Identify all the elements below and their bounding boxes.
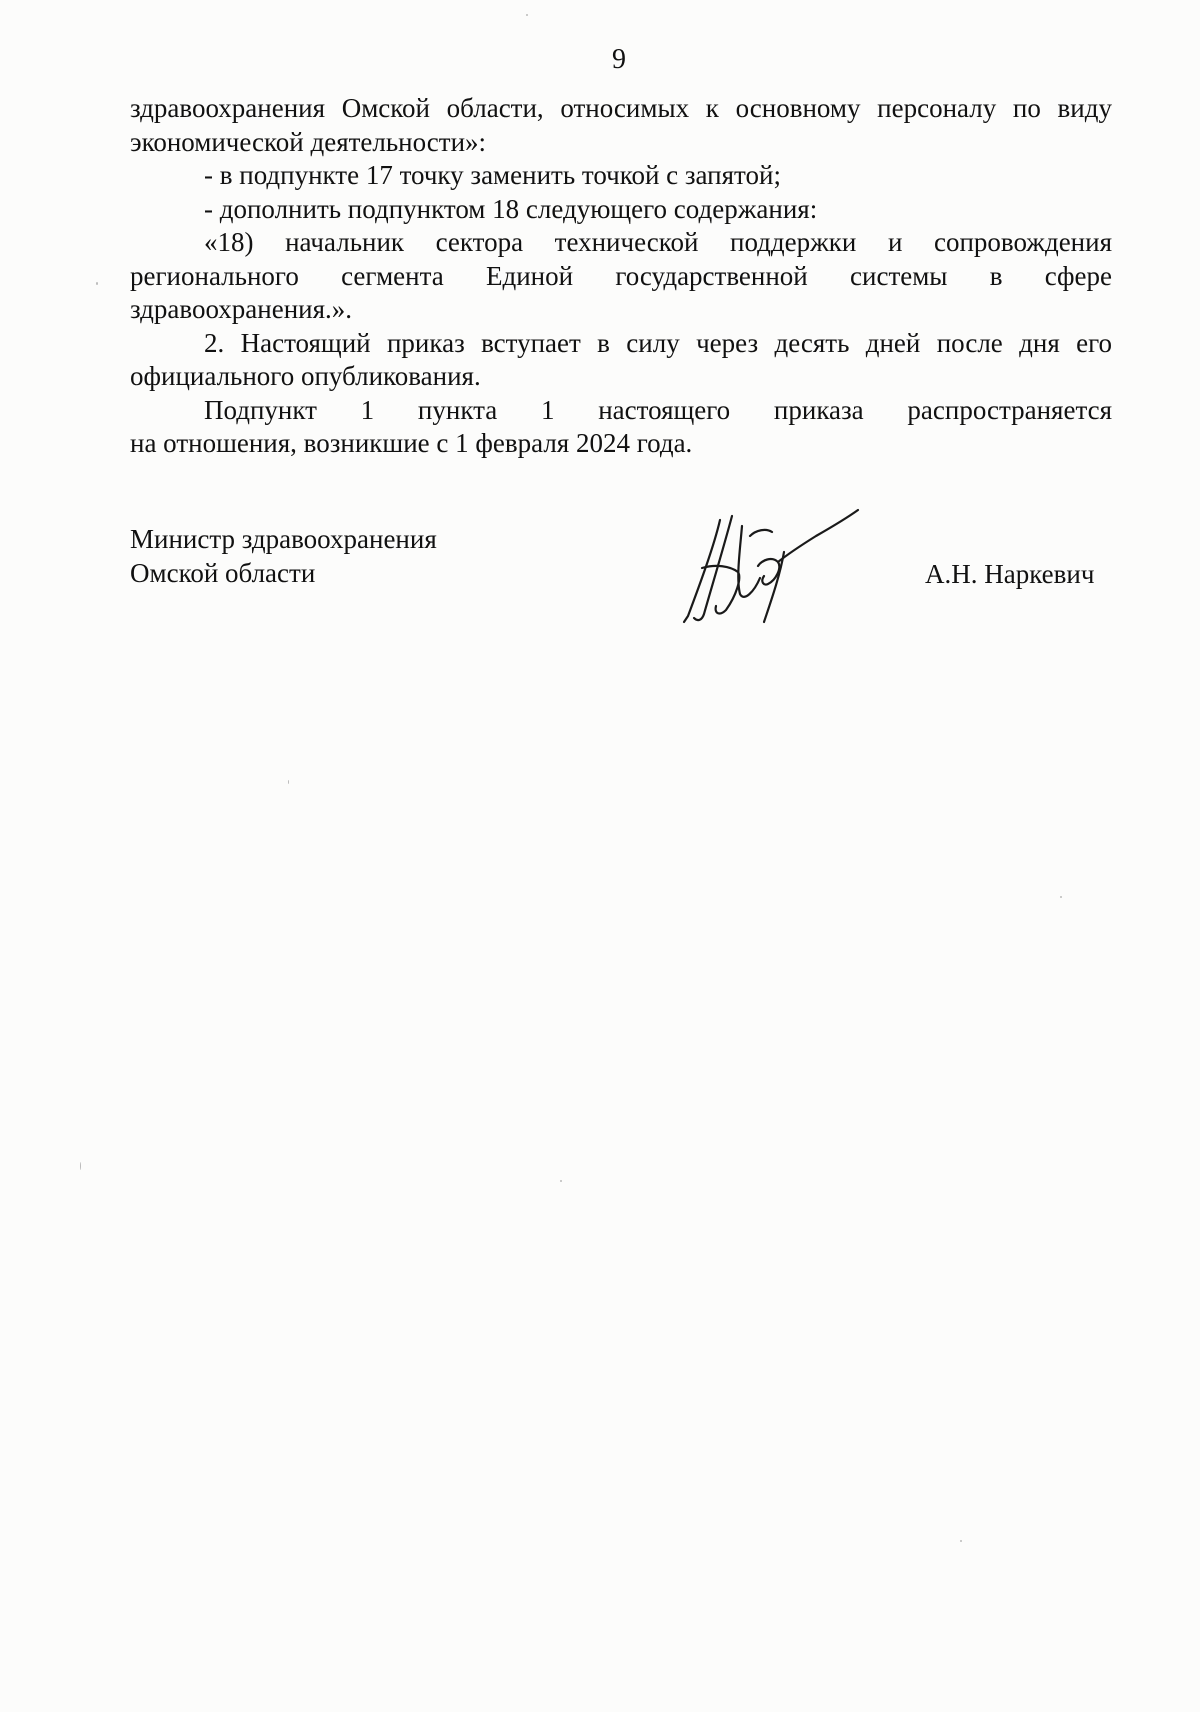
paragraph-2: - в подпункте 17 точку заменить точкой с запятой; xyxy=(204,160,781,190)
scan-speck xyxy=(288,780,289,784)
paragraph-6-line-1: Подпункт 1 пункта 1 настоящего приказа распространяется xyxy=(204,394,1112,425)
document-body xyxy=(130,92,1112,461)
signatory-position-line-2: Омской области xyxy=(130,558,316,588)
paragraph-4-line-1: «18) начальник сектора технической поддержки и сопровождения xyxy=(204,227,1112,257)
scan-speck xyxy=(80,1162,81,1170)
signatory-name: А.Н. Наркевич xyxy=(925,559,1095,589)
paragraph-1-line-1: здравоохранения Омской области, относимых к основному персоналу по виду xyxy=(130,93,1112,123)
scan-speck xyxy=(560,1180,562,1182)
paragraph-5-line-2: официального опубликования. xyxy=(130,361,481,391)
paragraph-4-line-3: здравоохранения.». xyxy=(130,294,353,324)
page-number: 9 xyxy=(612,44,626,75)
handwritten-signature xyxy=(680,506,860,624)
scan-speck xyxy=(526,14,528,16)
paragraph-3: - дополнить подпунктом 18 следующего содержания: xyxy=(204,193,818,224)
signatory-position-line-1: Министр здравоохранения xyxy=(130,524,437,554)
paragraph-1-line-2: экономической деятельности»: xyxy=(130,126,487,157)
scan-speck xyxy=(1060,896,1062,898)
paragraph-5-line-1: 2. Настоящий приказ вступает в силу через десять дней после дня его xyxy=(204,327,1112,358)
scan-speck xyxy=(96,282,98,285)
paragraph-4-line-2: регионального сегмента Единой государственной системы в сфере xyxy=(130,260,1112,291)
paragraph-6-line-2: на отношения, возникшие с 1 февраля 2024 года. xyxy=(130,428,693,458)
scan-speck xyxy=(960,1540,962,1542)
signatory-position xyxy=(130,522,437,590)
